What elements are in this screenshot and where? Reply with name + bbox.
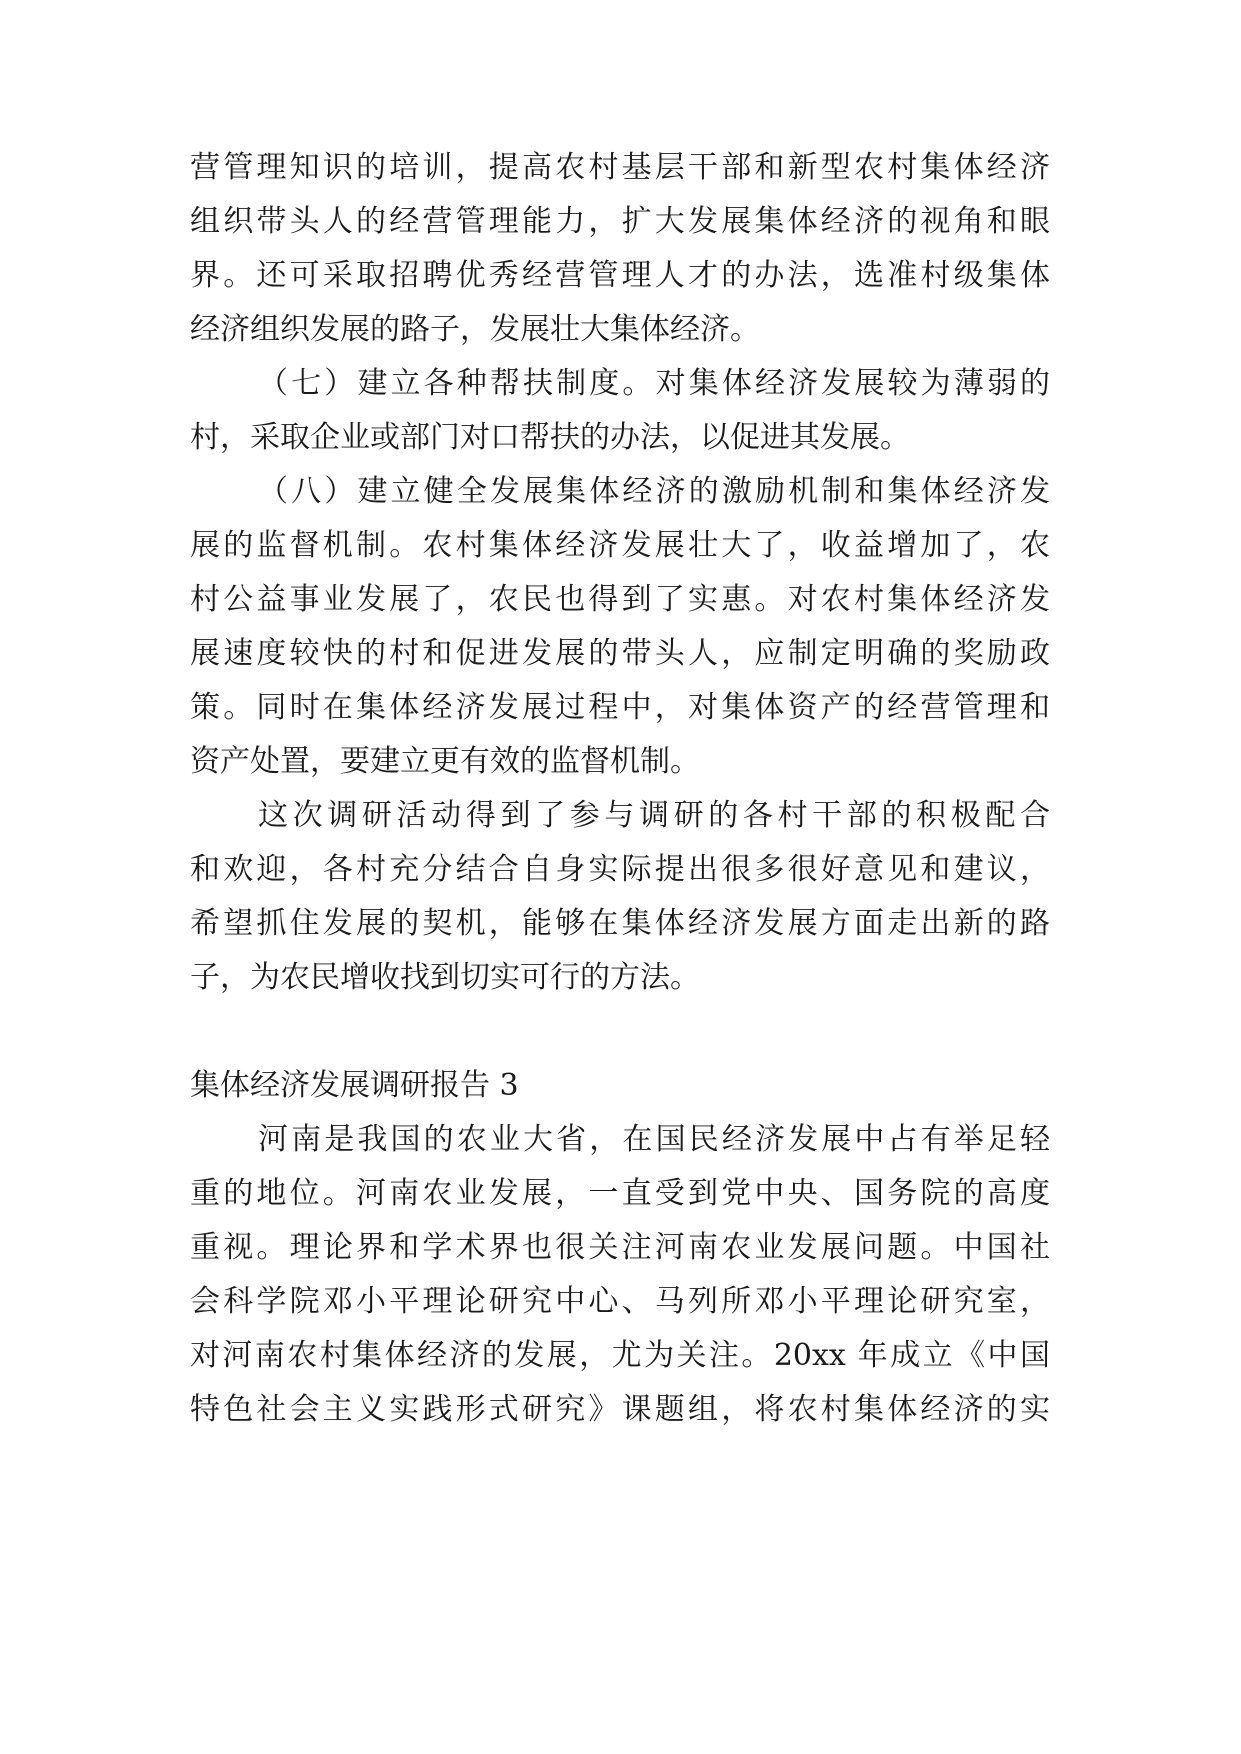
paragraph-line: 营管理知识的培训，提高农村基层干部和新型农村集体经济 (190, 150, 1050, 185)
paragraph-line: 特色社会主义实践形式研究》课题组，将农村集体经济的实 (190, 1392, 1050, 1427)
paragraph-line: 村公益事业发展了，农民也得到了实惠。对农村集体经济发 (190, 582, 1050, 617)
paragraph-line: 组织带头人的经营管理能力，扩大发展集体经济的视角和眼 (190, 204, 1050, 239)
paragraph-line: 村，采取企业或部门对口帮扶的办法，以促进其发展。 (190, 420, 910, 455)
paragraph-line: （八）建立健全发展集体经济的激励机制和集体经济发 (258, 474, 1050, 509)
paragraph-line: 资产处置，要建立更有效的监督机制。 (190, 744, 700, 779)
paragraph-line: 希望抓住发展的契机，能够在集体经济发展方面走出新的路 (190, 906, 1050, 941)
paragraph-line: 重视。理论界和学术界也很关注河南农业发展问题。中国社 (190, 1230, 1050, 1265)
paragraph-line: （七）建立各种帮扶制度。对集体经济发展较为薄弱的 (258, 366, 1050, 401)
paragraph-line: 会科学院邓小平理论研究中心、马列所邓小平理论研究室， (190, 1284, 1050, 1319)
paragraph-line: 河南是我国的农业大省，在国民经济发展中占有举足轻 (258, 1122, 1050, 1157)
paragraph-line: 子，为农民增收找到切实可行的方法。 (190, 960, 700, 995)
paragraph-line: 经济组织发展的路子，发展壮大集体经济。 (190, 312, 760, 347)
paragraph-line: 界。还可采取招聘优秀经营管理人才的办法，选准村级集体 (190, 258, 1050, 293)
paragraph-line: 和欢迎，各村充分结合自身实际提出很多很好意见和建议， (190, 852, 1050, 887)
paragraph-line: 重的地位。河南农业发展，一直受到党中央、国务院的高度 (190, 1176, 1050, 1211)
paragraph-line: 展的监督机制。农村集体经济发展壮大了，收益增加了，农 (190, 528, 1050, 563)
paragraph-line: 策。同时在集体经济发展过程中，对集体资产的经营管理和 (190, 690, 1050, 725)
paragraph-line: 这次调研活动得到了参与调研的各村干部的积极配合 (258, 798, 1050, 833)
section-title: 集体经济发展调研报告 3 (190, 1068, 519, 1103)
paragraph-line: 展速度较快的村和促进发展的带头人，应制定明确的奖励政 (190, 636, 1050, 671)
paragraph-line: 对河南农村集体经济的发展，尤为关注。20xx 年成立《中国 (190, 1338, 1050, 1373)
